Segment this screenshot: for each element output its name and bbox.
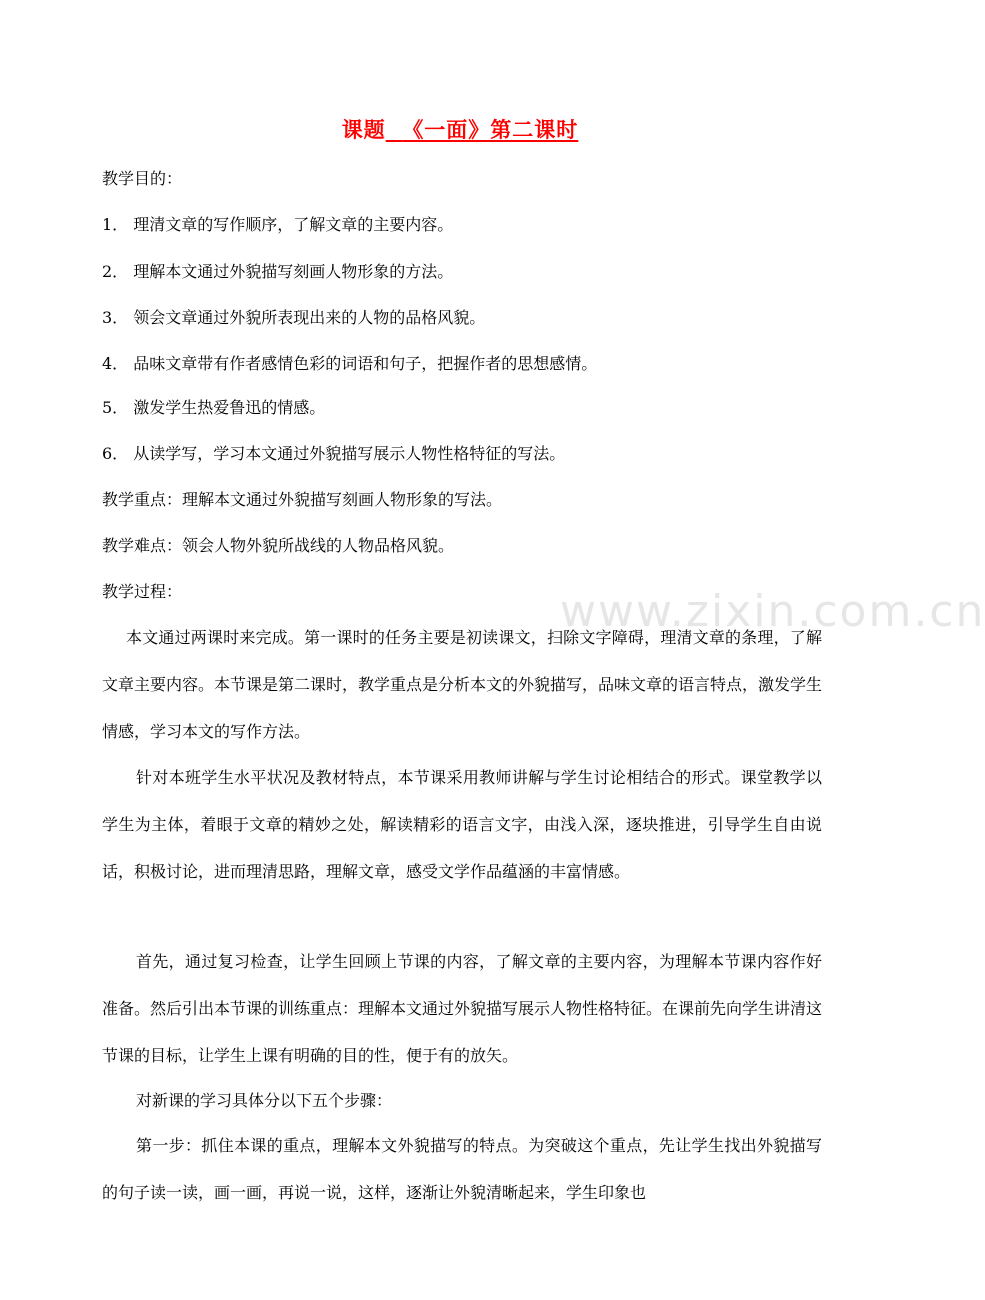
paragraph: 本文通过两课时来完成。第一课时的任务主要是初读课文，扫除文字障碍，理清文章的条理，了解文章主要内容。本节课是第二课时，教学重点是分析本文的外貌描写，品味文章的语言特点，激发学生情感，学习本文的写作方法。 xyxy=(102,628,823,741)
process-heading: 教学过程： xyxy=(102,582,183,601)
title-prefix: 课题 xyxy=(341,117,386,142)
objective-item: 2． 理解本文通过外貌描写刻画人物形象的方法。 xyxy=(102,262,454,281)
objective-item: 6． 从读学写，学习本文通过外貌描写展示人物性格特征的写法。 xyxy=(102,444,566,463)
difficult-point: 教学难点：领会人物外貌所战线的人物品格风貌。 xyxy=(102,536,455,555)
title-main: 《一面》第二课时 xyxy=(402,117,579,142)
watermark: www.zixin.com.cn xyxy=(560,586,985,637)
objective-item: 1． 理清文章的写作顺序，了解文章的主要内容。 xyxy=(102,215,454,234)
paragraph: 对新课的学习具体分以下五个步骤： xyxy=(136,1091,393,1110)
objective-item: 5． 激发学生热爱鲁迅的情感。 xyxy=(102,398,326,417)
objective-item: 3． 领会文章通过外貌所表现出来的人物的品格风貌。 xyxy=(102,308,486,327)
page-title xyxy=(0,114,920,144)
paragraph: 针对本班学生水平状况及教材特点，本节课采用教师讲解与学生讨论相结合的形式。课堂教学以学生为主体，着眼于文章的精妙之处，解读精彩的语言文字，由浅入深，逐块推进，引导学生自由说话，积极讨论，进而理清思路，理解文章，感受文学作品蕴涵的丰富情感。 xyxy=(102,768,822,881)
key-point: 教学重点：理解本文通过外貌描写刻画人物形象的写法。 xyxy=(102,490,503,509)
objective-item: 4． 品味文章带有作者感情色彩的词语和句子，把握作者的思想感情。 xyxy=(102,354,598,373)
paragraph: 首先，通过复习检查，让学生回顾上节课的内容，了解文章的主要内容，为理解本节课内容作好准备。然后引出本节课的训练重点：理解本文通过外貌描写展示人物性格特征。在课前先向学生讲清这节课的目标，让学生上课有明确的目的性，便于有的放矢。 xyxy=(102,952,823,1065)
objectives-heading: 教学目的： xyxy=(102,169,183,188)
paragraph: 第一步：抓住本课的重点，理解本文外貌描写的特点。为突破这个重点，先让学生找出外貌描写的句子读一读，画一画，再说一说，这样，逐渐让外貌清晰起来，学生印象也 xyxy=(102,1136,822,1202)
